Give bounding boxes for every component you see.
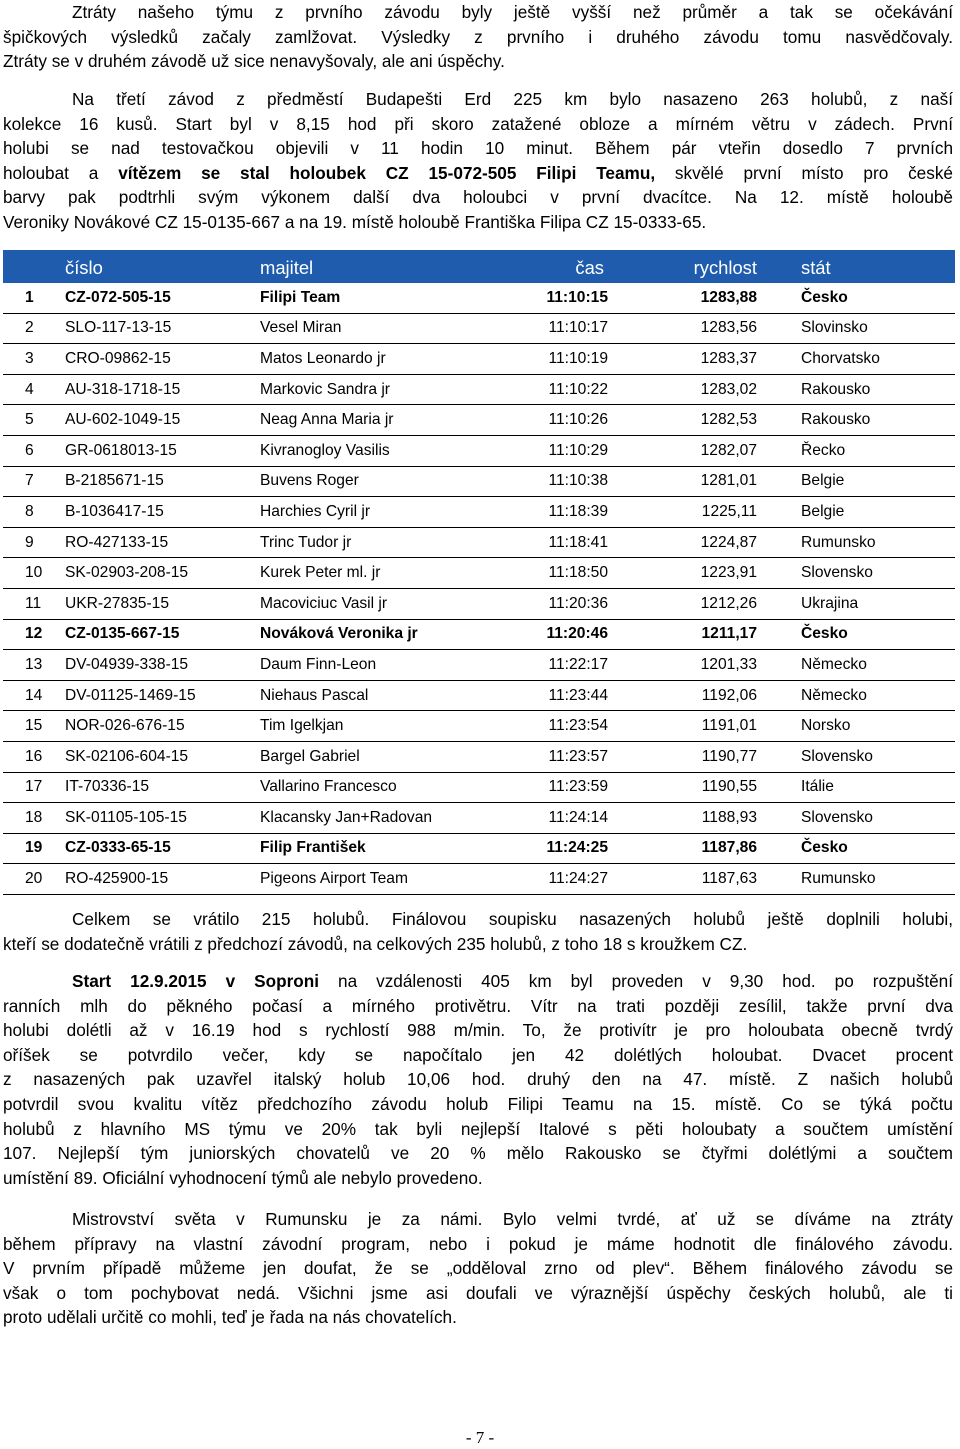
cell-speed: 1187,63 (622, 864, 757, 895)
page-number: - 7 - (465, 1428, 495, 1447)
cell-owner: Macoviciuc Vasil jr (260, 588, 482, 619)
text-line: potvrdil svou kvalitu vítěz předchozího závodu holub Filipi Teamu na 15. místě. Co se týká počtu (3, 1093, 953, 1114)
cell-rank: 12 (3, 619, 65, 650)
cell-country: Německo (757, 680, 955, 711)
cell-ring: GR-0618013-15 (65, 435, 260, 466)
text-line: Start 12.9.2015 v Soproni na vzdálenosti 405 km byl proveden v 9,30 hod. po rozpuštění (72, 971, 954, 991)
cell-time: 11:10:38 (482, 466, 622, 497)
table-header-row (3, 250, 955, 283)
cell-owner: Trinc Tudor jr (260, 527, 482, 558)
cell-country: Rumunsko (757, 864, 955, 895)
cell-rank: 10 (3, 558, 65, 589)
cell-rank: 19 (3, 833, 65, 864)
table-row (3, 497, 955, 528)
cell-ring: SK-02903-208-15 (65, 558, 260, 589)
cell-rank: 16 (3, 741, 65, 772)
cell-ring: NOR-026-676-15 (65, 711, 260, 742)
cell-time: 11:23:44 (482, 680, 622, 711)
cell-time: 11:24:14 (482, 803, 622, 834)
winner-highlight: vítězem se stal holoubek CZ 15-072-505 Filipi Teamu, (118, 162, 656, 183)
table-row (3, 588, 955, 619)
text-line: Veroniky Novákové CZ 15-0135-667 a na 19. místě holoubě Františka Filipa CZ 15-0333-65. (3, 211, 707, 232)
cell-rank: 9 (3, 527, 65, 558)
cell-speed: 1283,88 (622, 283, 757, 313)
cell-time: 11:24:25 (482, 833, 622, 864)
cell-country: Norsko (757, 711, 955, 742)
table-row (3, 711, 955, 742)
cell-rank: 20 (3, 864, 65, 895)
text-line: Mistrovství světa v Rumunsku je za námi. Bylo velmi tvrdé, ať už se díváme na ztráty (72, 1209, 953, 1229)
table-row (3, 466, 955, 497)
cell-country: Itálie (757, 772, 955, 803)
cell-rank: 14 (3, 680, 65, 711)
cell-time: 11:10:15 (482, 283, 622, 313)
cell-ring: DV-01125-1469-15 (65, 680, 260, 711)
cell-country: Slovensko (757, 803, 955, 834)
cell-rank: 5 (3, 405, 65, 436)
text-line: Ztráty našeho týmu z prvního závodu byly ještě vyšší než průměr a tak se očekávání (72, 2, 953, 22)
cell-owner: Markovic Sandra jr (260, 374, 482, 405)
cell-time: 11:23:54 (482, 711, 622, 742)
text-line: proto udělali určitě co mohli, teď je řada na nás chovatelích. (3, 1307, 457, 1328)
header-time: čas (482, 250, 622, 283)
cell-ring: AU-318-1718-15 (65, 374, 260, 405)
cell-time: 11:23:57 (482, 741, 622, 772)
text-line: Na třetí závod z předměstí Budapešti Erd 225 km bylo nasazeno 263 holubů, z naší (72, 89, 953, 109)
cell-ring: B-2185671-15 (65, 466, 260, 497)
text-line: kteří se dodatečně vrátili z předchozí závodů, na celkových 235 holubů, z toho 18 s kroužkem CZ. (3, 933, 748, 954)
text-line: špičkových výsledků začaly zamlžovat. Výsledky z prvního i druhého závodu tomu nasvědčovaly. (3, 26, 953, 47)
table-row (3, 619, 955, 650)
text-line: holubi dolétli až v 16.19 hod s rychlostí 988 m/min. To, že protivítr je pro holoubata obecně tvrdý (3, 1020, 953, 1041)
text-line: z nasazených pak uzavřel italský holub 10,06 hod. druhý den na 47. místě. Z našich holubů (3, 1069, 953, 1090)
header-ring: číslo (65, 250, 260, 283)
cell-owner: Tim Igelkjan (260, 711, 482, 742)
cell-time: 11:18:50 (482, 558, 622, 589)
cell-ring: B-1036417-15 (65, 497, 260, 528)
text-line: barvy pak podtrhli svým výkonem další dva holoubci v první dvacítce. Na 12. místě holoubě (3, 187, 953, 208)
cell-country: Slovensko (757, 741, 955, 772)
returned-paragraph (3, 907, 953, 956)
cell-country: Ukrajina (757, 588, 955, 619)
cell-time: 11:10:26 (482, 405, 622, 436)
header-rank (3, 250, 65, 283)
cell-owner: Buvens Roger (260, 466, 482, 497)
text-line: během přípravy na vlastní závodní program, nebo i pokud je máme hodnotit dle finálového závodu. (3, 1233, 953, 1254)
cell-ring: SK-01105-105-15 (65, 803, 260, 834)
cell-speed: 1211,17 (622, 619, 757, 650)
cell-ring: RO-427133-15 (65, 527, 260, 558)
cell-ring: DV-04939-338-15 (65, 650, 260, 681)
header-country: stát (757, 250, 955, 283)
cell-rank: 4 (3, 374, 65, 405)
cell-owner: Kurek Peter ml. jr (260, 558, 482, 589)
cell-owner: Niehaus Pascal (260, 680, 482, 711)
race3-paragraph (3, 87, 953, 235)
cell-owner: Matos Leonardo jr (260, 344, 482, 375)
cell-speed: 1192,06 (622, 680, 757, 711)
cell-owner: Filipi Team (260, 283, 482, 313)
table-row (3, 283, 955, 313)
table-row (3, 680, 955, 711)
table-row (3, 527, 955, 558)
text-line: ranních mlh do pěkného počasí a mírného protivětru. Vítr na trati později zesílil, takže první dva (3, 995, 953, 1016)
cell-country: Slovinsko (757, 313, 955, 344)
cell-time: 11:18:41 (482, 527, 622, 558)
race4-paragraph (3, 969, 953, 1190)
text-line: holoubat a vítězem se stal holoubek CZ 15-072-505 Filipi Teamu, skvělé první místo pro české (3, 162, 953, 183)
cell-ring: SK-02106-604-15 (65, 741, 260, 772)
cell-rank: 18 (3, 803, 65, 834)
cell-country: Česko (757, 283, 955, 313)
cell-speed: 1201,33 (622, 650, 757, 681)
cell-country: Řecko (757, 435, 955, 466)
cell-rank: 2 (3, 313, 65, 344)
cell-rank: 13 (3, 650, 65, 681)
table-row (3, 864, 955, 895)
cell-ring: IT-70336-15 (65, 772, 260, 803)
cell-country: Rumunsko (757, 527, 955, 558)
cell-ring: SLO-117-13-15 (65, 313, 260, 344)
cell-country: Belgie (757, 466, 955, 497)
cell-ring: CRO-09862-15 (65, 344, 260, 375)
cell-owner: Kivranogloy Vasilis (260, 435, 482, 466)
cell-speed: 1223,91 (622, 558, 757, 589)
header-speed: rychlost (622, 250, 757, 283)
intro-paragraph (3, 0, 953, 74)
cell-country: Česko (757, 619, 955, 650)
cell-owner: Daum Finn-Leon (260, 650, 482, 681)
cell-ring: AU-602-1049-15 (65, 405, 260, 436)
cell-ring: CZ-072-505-15 (65, 283, 260, 313)
cell-speed: 1282,53 (622, 405, 757, 436)
table-row (3, 741, 955, 772)
table-row (3, 558, 955, 589)
cell-speed: 1225,11 (622, 497, 757, 528)
cell-time: 11:10:17 (482, 313, 622, 344)
cell-ring: UKR-27835-15 (65, 588, 260, 619)
cell-rank: 7 (3, 466, 65, 497)
cell-ring: RO-425900-15 (65, 864, 260, 895)
cell-speed: 1281,01 (622, 466, 757, 497)
cell-time: 11:24:27 (482, 864, 622, 895)
cell-rank: 8 (3, 497, 65, 528)
cell-speed: 1191,01 (622, 711, 757, 742)
table-row (3, 435, 955, 466)
cell-speed: 1212,26 (622, 588, 757, 619)
text-line: kolekce 16 kusů. Start byl v 8,15 hod při skoro zatažené obloze a mírném větru v zádech. První (3, 113, 953, 134)
cell-rank: 6 (3, 435, 65, 466)
text-line: oříšek se potvrdilo večer, kdy se napočítalo jen 42 dolétlých holoubat. Dvacet procent (3, 1044, 953, 1065)
cell-time: 11:20:36 (482, 588, 622, 619)
cell-owner: Neag Anna Maria jr (260, 405, 482, 436)
cell-rank: 15 (3, 711, 65, 742)
text-line: však o tom pochybovat nedá. Všichni jsme asi doufali ve výraznější úspěchy českých holubů, ale ti (3, 1282, 953, 1303)
cell-rank: 11 (3, 588, 65, 619)
cell-speed: 1283,56 (622, 313, 757, 344)
cell-owner: Pigeons Airport Team (260, 864, 482, 895)
cell-time: 11:18:39 (482, 497, 622, 528)
text-line: holubů z hlavního MS týmu ve 20% tak byli nejlepší Italové s pěti holoubaty a součtem umístění (3, 1118, 953, 1139)
cell-country: Česko (757, 833, 955, 864)
cell-time: 11:22:17 (482, 650, 622, 681)
table-row (3, 374, 955, 405)
cell-owner: Nováková Veronika jr (260, 619, 482, 650)
cell-speed: 1190,77 (622, 741, 757, 772)
cell-ring: CZ-0135-667-15 (65, 619, 260, 650)
cell-country: Chorvatsko (757, 344, 955, 375)
text-line: Celkem se vrátilo 215 holubů. Finálovou soupisku nasazených holubů ještě doplnili holubi, (72, 909, 953, 929)
cell-owner: Filip František (260, 833, 482, 864)
cell-speed: 1188,93 (622, 803, 757, 834)
cell-rank: 3 (3, 344, 65, 375)
cell-speed: 1283,37 (622, 344, 757, 375)
cell-time: 11:10:22 (482, 374, 622, 405)
cell-country: Rakousko (757, 405, 955, 436)
cell-owner: Klacansky Jan+Radovan (260, 803, 482, 834)
cell-speed: 1190,55 (622, 772, 757, 803)
table-row (3, 405, 955, 436)
cell-time: 11:10:29 (482, 435, 622, 466)
table-row (3, 313, 955, 344)
cell-time: 11:10:19 (482, 344, 622, 375)
text-line: umístění 89. Oficiální vyhodnocení týmů ale nebylo provedeno. (3, 1167, 483, 1188)
cell-country: Belgie (757, 497, 955, 528)
text-line: V prvním případě můžeme jen doufat, že se „odděloval zrno od plev“. Během finálového závodu se (3, 1258, 953, 1279)
cell-owner: Vesel Miran (260, 313, 482, 344)
cell-country: Slovensko (757, 558, 955, 589)
cell-owner: Harchies Cyril jr (260, 497, 482, 528)
table-row (3, 833, 955, 864)
cell-rank: 17 (3, 772, 65, 803)
cell-speed: 1187,86 (622, 833, 757, 864)
results-table (3, 250, 955, 895)
table-row (3, 803, 955, 834)
cell-rank: 1 (3, 283, 65, 313)
cell-ring: CZ-0333-65-15 (65, 833, 260, 864)
text-line: Ztráty se v druhém závodě už sice nenavyšovaly, ale ani úspěchy. (3, 51, 505, 72)
cell-owner: Vallarino Francesco (260, 772, 482, 803)
header-owner: majitel (260, 250, 482, 283)
cell-speed: 1224,87 (622, 527, 757, 558)
cell-time: 11:20:46 (482, 619, 622, 650)
cell-time: 11:23:59 (482, 772, 622, 803)
text-line: holubi se nad testovačkou objevili v 11 hodin 10 minut. Během pár vteřin dosedlo 7 prvních (3, 138, 953, 159)
cell-owner: Bargel Gabriel (260, 741, 482, 772)
cell-country: Rakousko (757, 374, 955, 405)
cell-speed: 1282,07 (622, 435, 757, 466)
cell-speed: 1283,02 (622, 374, 757, 405)
table-row (3, 772, 955, 803)
start-highlight: Start 12.9.2015 v Soproni (72, 971, 320, 991)
cell-country: Německo (757, 650, 955, 681)
text-line: 107. Nejlepší tým juniorských chovatelů ve 20 % mělo Rakousko se čtyřmi dolétlými a součtem (3, 1143, 953, 1164)
closing-paragraph (3, 1207, 953, 1330)
table-row (3, 650, 955, 681)
table-row (3, 344, 955, 375)
